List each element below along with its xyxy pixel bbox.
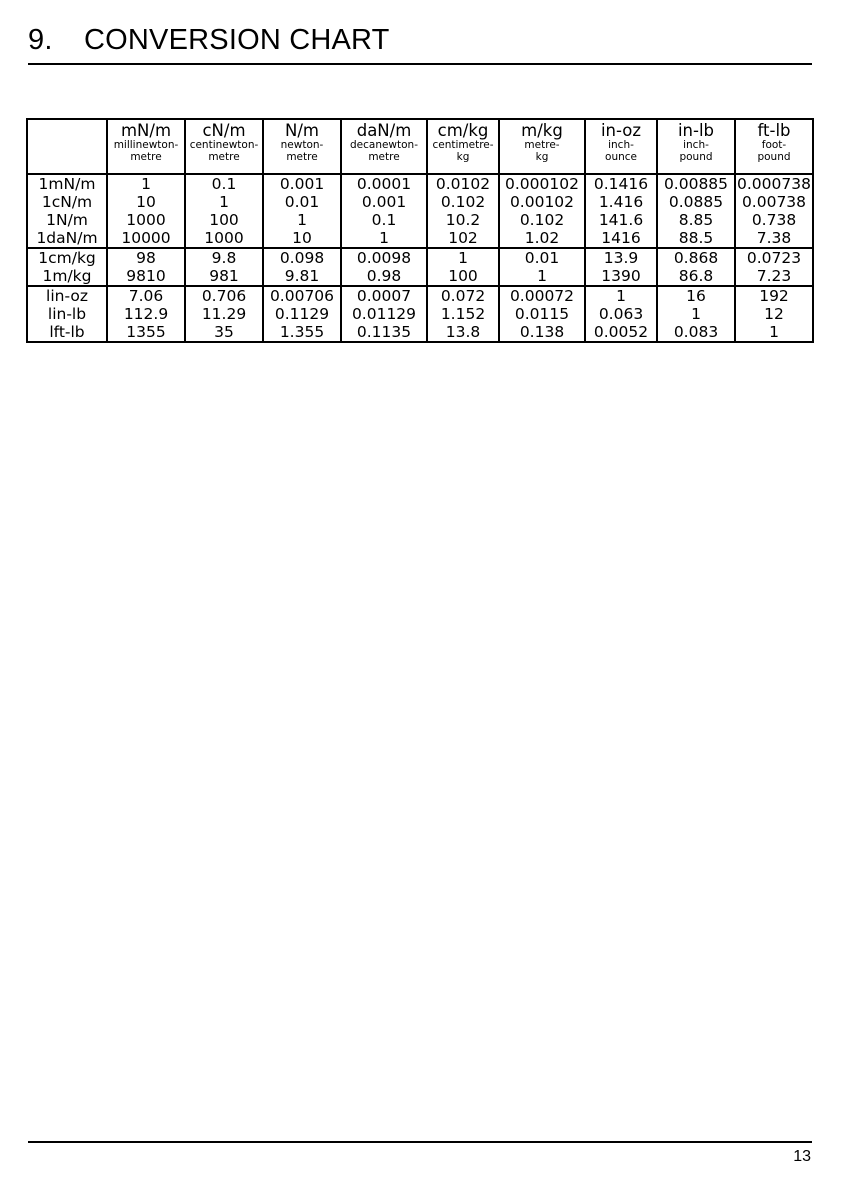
conversion-value: 1 [219, 193, 229, 211]
conversion-value: 13.8 [445, 323, 481, 341]
conversion-value: 0.1 [211, 175, 237, 193]
value-cell [499, 174, 585, 248]
conversion-value: 1 [691, 305, 701, 323]
value-cell [107, 248, 185, 286]
conversion-value: 1.355 [279, 323, 325, 341]
conversion-value: 192 [759, 287, 789, 305]
row-label: 1cN/m [41, 193, 93, 211]
row-label: 1N/m [46, 211, 88, 229]
conversion-value: 0.00102 [509, 193, 575, 211]
conversion-value: 7.23 [756, 267, 792, 285]
value-cell [657, 174, 735, 248]
value-cell [263, 248, 341, 286]
row-label-cell [27, 248, 107, 286]
page-number: 13 [793, 1148, 811, 1165]
conversion-value: 0.0001 [356, 175, 412, 193]
conversion-value: 35 [214, 323, 234, 341]
conversion-value: 0.00072 [509, 287, 575, 305]
value-cell [185, 174, 263, 248]
table-row [27, 174, 813, 248]
conversion-value: 0.1416 [593, 175, 649, 193]
conversion-value: 7.38 [756, 229, 792, 247]
conversion-value: 9.8 [211, 249, 237, 267]
conversion-value: 0.001 [361, 193, 407, 211]
section-number: 9. [28, 24, 53, 56]
conversion-value: 9810 [126, 267, 166, 285]
value-cell [585, 248, 657, 286]
value-cell [427, 286, 499, 342]
conversion-value: 0.083 [673, 323, 719, 341]
conversion-value: 1 [379, 229, 389, 247]
conversion-value: 86.8 [678, 267, 714, 285]
conversion-value: 11.29 [201, 305, 247, 323]
row-label-cell [27, 286, 107, 342]
conversion-value: 1000 [204, 229, 244, 247]
value-cell [263, 286, 341, 342]
conversion-value: 0.00885 [663, 175, 729, 193]
row-label: lft-lb [49, 323, 85, 341]
conversion-value: 0.0885 [668, 193, 724, 211]
conversion-value: 0.868 [673, 249, 719, 267]
conversion-value: 1.152 [440, 305, 486, 323]
conversion-value: 0.000102 [505, 175, 579, 193]
row-label-cell [27, 174, 107, 248]
conversion-value: 0.000738 [737, 175, 811, 193]
table-row [27, 286, 813, 342]
row-label: lin-oz [46, 287, 88, 305]
conversion-value: 0.98 [366, 267, 402, 285]
column-header: ft-lb foot- pound [735, 119, 813, 174]
header-divider [28, 63, 812, 65]
conversion-value: 10000 [121, 229, 171, 247]
conversion-value: 0.0098 [356, 249, 412, 267]
conversion-value: 0.098 [279, 249, 325, 267]
column-header: m/kg metre- kg [499, 119, 585, 174]
conversion-value: 0.0115 [514, 305, 570, 323]
conversion-value: 0.102 [519, 211, 565, 229]
value-cell [735, 286, 813, 342]
value-cell [657, 286, 735, 342]
conversion-value: 0.0007 [356, 287, 412, 305]
conversion-value: 12 [764, 305, 784, 323]
value-cell [185, 286, 263, 342]
conversion-value: 981 [209, 267, 239, 285]
conversion-value: 0.063 [598, 305, 644, 323]
conversion-value: 10 [292, 229, 312, 247]
value-cell [735, 174, 813, 248]
conversion-value: 100 [209, 211, 239, 229]
conversion-value: 0.01129 [351, 305, 417, 323]
conversion-value: 112.9 [123, 305, 169, 323]
conversion-value: 1355 [126, 323, 166, 341]
conversion-value: 9.81 [284, 267, 320, 285]
conversion-value: 0.138 [519, 323, 565, 341]
conversion-value: 1000 [126, 211, 166, 229]
row-label: 1cm/kg [38, 249, 96, 267]
conversion-value: 1 [616, 287, 626, 305]
value-cell [585, 174, 657, 248]
value-cell [427, 248, 499, 286]
value-cell [263, 174, 341, 248]
conversion-value: 98 [136, 249, 156, 267]
conversion-value: 1 [769, 323, 779, 341]
column-header: in-oz inch- ounce [585, 119, 657, 174]
conversion-value: 1 [458, 249, 468, 267]
value-cell [499, 286, 585, 342]
column-header: daN/m decanewton- metre [341, 119, 427, 174]
value-cell [341, 174, 427, 248]
conversion-value: 1 [297, 211, 307, 229]
conversion-value: 0.706 [201, 287, 247, 305]
conversion-value: 0.0052 [593, 323, 649, 341]
value-cell [341, 248, 427, 286]
conversion-value: 0.738 [751, 211, 797, 229]
conversion-value: 0.001 [279, 175, 325, 193]
conversion-value: 0.1129 [274, 305, 330, 323]
column-header: N/m newton- metre [263, 119, 341, 174]
table-row [27, 248, 813, 286]
conversion-value: 0.102 [440, 193, 486, 211]
value-cell [107, 174, 185, 248]
page-title [28, 24, 390, 57]
conversion-value: 102 [448, 229, 478, 247]
conversion-value: 141.6 [598, 211, 644, 229]
conversion-value: 0.0723 [746, 249, 802, 267]
conversion-value: 16 [686, 287, 706, 305]
value-cell [185, 248, 263, 286]
conversion-value: 100 [448, 267, 478, 285]
value-cell [585, 286, 657, 342]
row-label: 1daN/m [36, 229, 98, 247]
conversion-value: 10.2 [445, 211, 481, 229]
conversion-value: 0.1 [371, 211, 397, 229]
value-cell [427, 174, 499, 248]
section-title: CONVERSION CHART [84, 24, 390, 56]
column-header: mN/m millinewton- metre [107, 119, 185, 174]
conversion-value: 0.01 [284, 193, 320, 211]
row-label: lin-lb [47, 305, 87, 323]
conversion-table [26, 118, 814, 343]
conversion-value: 1390 [601, 267, 641, 285]
corner-cell [27, 119, 107, 174]
value-cell [107, 286, 185, 342]
conversion-value: 0.00706 [269, 287, 335, 305]
value-cell [499, 248, 585, 286]
conversion-value: 7.06 [128, 287, 164, 305]
conversion-value: 88.5 [678, 229, 714, 247]
conversion-value: 0.072 [440, 287, 486, 305]
value-cell [657, 248, 735, 286]
conversion-value: 0.01 [524, 249, 560, 267]
column-header: in-lb inch- pound [657, 119, 735, 174]
conversion-value: 8.85 [678, 211, 714, 229]
conversion-value: 0.00738 [741, 193, 807, 211]
conversion-value: 1.416 [598, 193, 644, 211]
row-label: 1mN/m [38, 175, 96, 193]
row-label: 1m/kg [42, 267, 92, 285]
header-row [27, 119, 813, 174]
conversion-value: 0.1135 [356, 323, 412, 341]
conversion-value: 1416 [601, 229, 641, 247]
column-header: cN/m centinewton- metre [185, 119, 263, 174]
column-header: cm/kg centimetre- kg [427, 119, 499, 174]
conversion-value: 0.0102 [435, 175, 491, 193]
value-cell [735, 248, 813, 286]
value-cell [341, 286, 427, 342]
conversion-value: 13.9 [603, 249, 639, 267]
conversion-value: 1.02 [524, 229, 560, 247]
conversion-value: 10 [136, 193, 156, 211]
footer-divider [28, 1141, 812, 1143]
conversion-value: 1 [537, 267, 547, 285]
conversion-value: 1 [141, 175, 151, 193]
